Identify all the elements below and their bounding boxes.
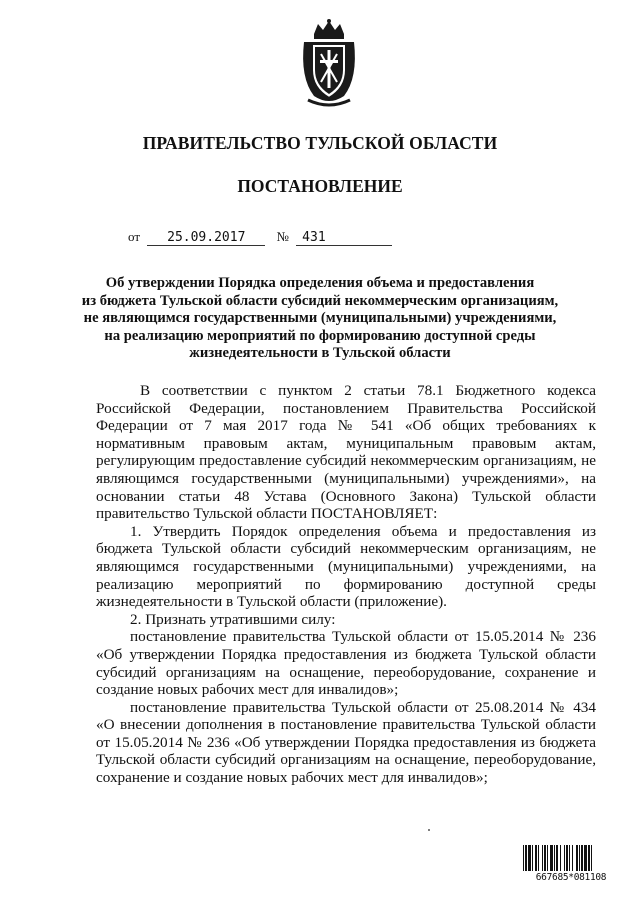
document-subject [0, 275, 640, 363]
document-date: 25.09.2017 [147, 230, 265, 246]
barcode-icon [523, 845, 619, 871]
subject-line: на реализацию мероприятий по формированию доступной среды [104, 327, 536, 344]
clause-2-paragraph: 2. Признать утратившими силу: [130, 610, 336, 628]
government-title: ПРАВИТЕЛЬСТВО ТУЛЬСКОЙ ОБЛАСТИ [142, 133, 498, 153]
scan-speck [428, 829, 430, 831]
document-type: ПОСТАНОВЛЕНИЕ [237, 176, 403, 196]
document-barcode [523, 845, 619, 883]
repealed-act-paragraph: постановление правительства Тульской области от 25.08.2014 № 434 «О внесении дополнения в постановление правительства Тульской области от 15.05.2014 № 236 «Об утверждении Порядка предоставления из бюджета Тульской области субсидий организациям на оснащение, переоборудование, сохранение и создание новых рабочих мест для инвалидов»; [96, 698, 596, 787]
document-body [96, 382, 596, 787]
document-dateline [128, 229, 392, 246]
preamble-paragraph: В соответствии с пунктом 2 статьи 78.1 Бюджетного кодекса Российской Федерации, постановлением Правительства Российской Федерации от 7 мая 2017 года № 541 «Об общих требованиях к нормативным правовым актам, муниципальным правовым актам, регулирующим предоставление субсидий некоммерческим организациям, не являющимся государственными (муниципальными) учреждениями», на основании статьи 48 Устава (Основного Закона) Тульской области правительство Тульской области ПОСТАНОВЛЯЕТ: [96, 382, 596, 523]
subject-line: жизнедеятельности в Тульской области [189, 345, 451, 362]
date-label: от [128, 229, 141, 244]
clause-1-paragraph: 1. Утвердить Порядок определения объема и предоставления из бюджета Тульской области субсидий некоммерческим организациям, не являющимся государственными (муниципальными) учреждениями, на реализацию мероприятий по формированию доступной среды жизнедеятельности в Тульской области (приложение). [96, 522, 596, 611]
number-label: № [276, 229, 289, 244]
coat-of-arms-icon [294, 18, 364, 108]
repealed-act-paragraph: постановление правительства Тульской области от 15.05.2014 № 236 «Об утверждении Порядка предоставления из бюджета Тульской области субсидий организациям на оснащение, переоборудование, сохранение и создание новых рабочих мест для инвалидов»; [96, 628, 596, 699]
subject-line: из бюджета Тульской области субсидий некоммерческим организациям, [81, 292, 559, 309]
document-number: 431 [296, 230, 392, 246]
barcode-number: 667685*081108 [535, 872, 607, 883]
subject-line: Об утверждении Порядка определения объема и предоставления [105, 275, 535, 291]
subject-line: не являющимся государственными (муниципальными) учреждениями, [83, 310, 557, 327]
